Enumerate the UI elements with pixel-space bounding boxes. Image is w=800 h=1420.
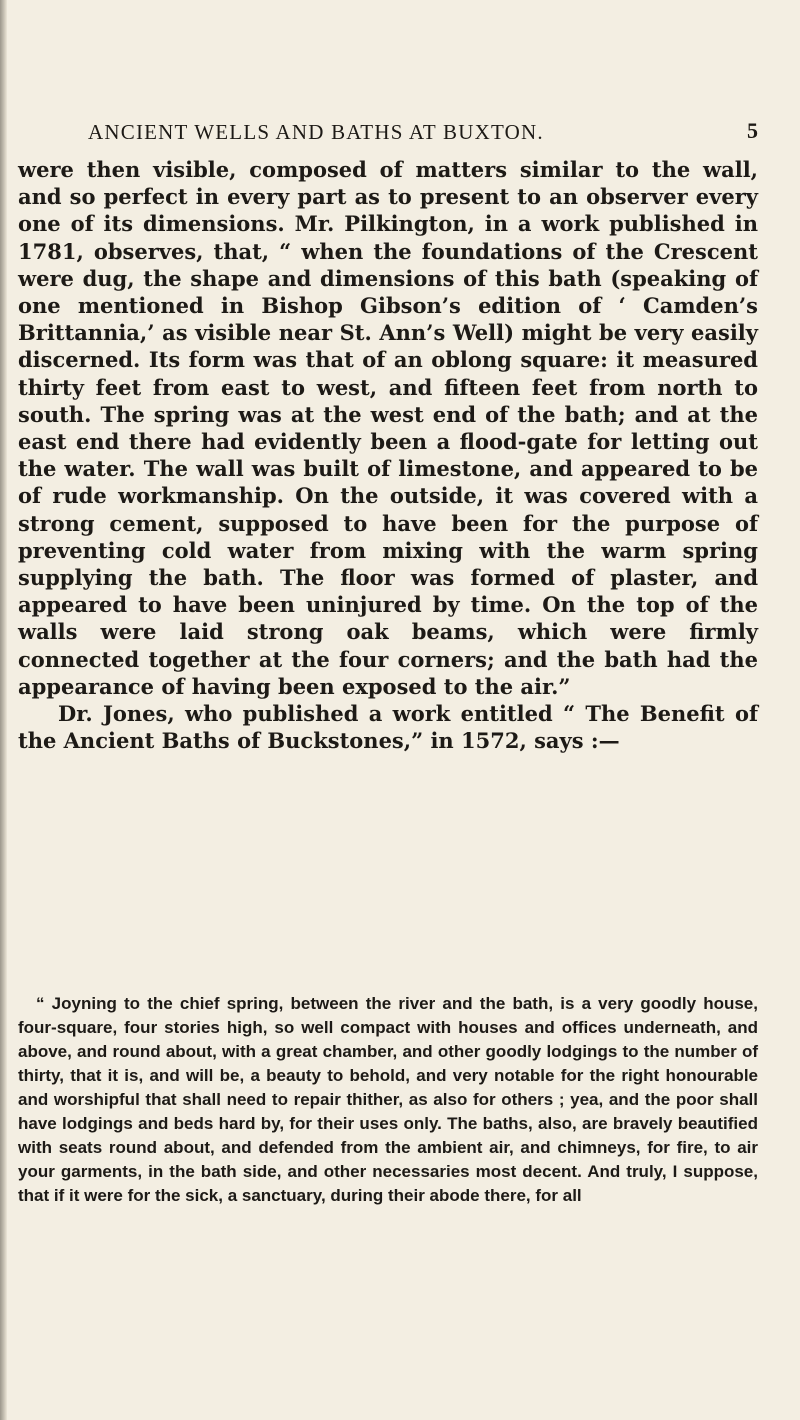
running-title: ANCIENT WELLS AND BATHS AT BUXTON. [88, 120, 544, 144]
page-number: 5 [747, 118, 758, 143]
book-page [18, 0, 788, 1420]
quotation-text: “ Joyning to the chief spring, between the river and the bath, is a very goodly house, four-square, four stories high, so well compact with houses and offices underneath, and above, and round about, with a great chamber, and other goodly lodgings to the number of thirty, that it is, and will be, a beauty to behold, and very notable for the right honourable and worshipful that shall need to repair thither, as also for others ; yea, and the poor shall have lodgings and beds hard by, for their uses only. The baths, also, are bravely beautified with seats round about, and defended from the ambient air, and chimneys, for fire, to air your garments, in the bath side, and other necessaries most decent. And truly, I suppose, that if it were for the sick, a sanctuary, during their abode there, for all [18, 994, 758, 1205]
running-head [18, 120, 758, 148]
paragraph-dr-jones: Dr. Jones, who published a work entitled “ The Benefit of the Ancient Baths of Buckstones,” in 1572, says :— [18, 701, 758, 754]
body-text [18, 156, 758, 754]
block-quotation [18, 992, 758, 1208]
book-spine-shadow [0, 0, 7, 1420]
paragraph-continued: were then visible, composed of matters similar to the wall, and so perfect in every part as to present to an observer every one of its dimensions. Mr. Pilkington, in a work published in 1781, observes, that, “ when the foundations of the Crescent were dug, the shape and dimensions of this bath (speaking of one mentioned in Bishop Gibson’s edition of ‘ Camden’s Brittannia,’ as visible near St. Ann’s Well) might be very easily discerned. Its form was that of an oblong square: it measured thirty feet from east to west, and fifteen feet from north to south. The spring was at the west end of the bath; and at the east end there had evidently been a flood-gate for letting out the water. The wall was built of limestone, and appeared to be of rude workmanship. On the outside, it was covered with a strong cement, supposed to have been for the purpose of preventing cold water from mixing with the warm spring supplying the bath. The floor was formed of plaster, and appeared to have been uninjured by time. On the top of the walls were laid strong oak beams, which were firmly connected together at the four corners; and the bath had the appearance of having been exposed to the air.” [18, 157, 758, 699]
